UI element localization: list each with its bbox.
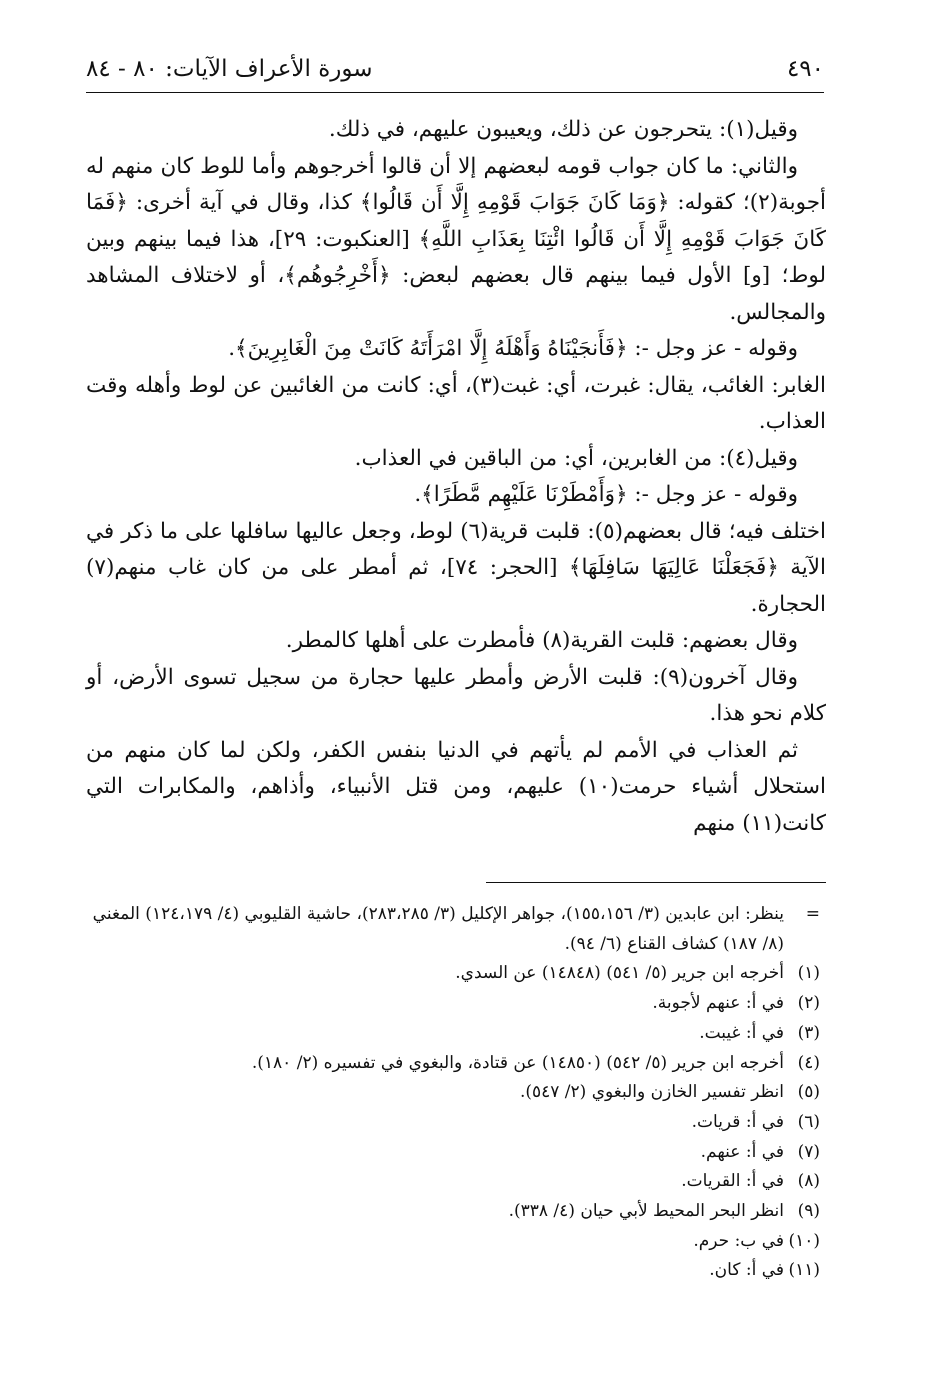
footnote-number: (٤)	[797, 1052, 820, 1073]
footnote-item	[86, 1138, 826, 1168]
footnote-number: (٧)	[797, 1141, 820, 1162]
footnote-text: أخرجه ابن جرير (٥/ ٥٤١) (١٤٨٤٨) عن السدي.	[455, 963, 784, 984]
footnote-item	[86, 1078, 826, 1108]
footnote-text: في أ: القريات.	[681, 1171, 784, 1192]
footnote-item	[86, 1256, 826, 1286]
footnote-item	[86, 1167, 826, 1197]
paragraph: وقوله - عز وجل -: ﴿وَأَمْطَرْنَا عَلَيْهِم مَّطَرًا﴾.	[414, 482, 798, 507]
page-number: ٤٩٠	[786, 56, 824, 82]
paragraph: وقيل(١): يتحرجون عن ذلك، ويعيبون عليهم، في ذلك.	[328, 117, 798, 142]
footnote-number: (١)	[797, 963, 820, 984]
footnote-number: (١١)	[788, 1260, 820, 1281]
footnote-item	[86, 1049, 826, 1079]
footnote-number: (١٠)	[788, 1230, 820, 1251]
footnote-text: في أ: غيبت.	[699, 1022, 784, 1043]
footnote-number: =	[805, 904, 820, 924]
footnote-number: (٢)	[797, 993, 820, 1014]
running-title: سورة الأعراف الآيات: ٨٠ - ٨٤	[86, 56, 373, 82]
footnote-text: ينظر: ابن عابدين (٣/ ١٥٥،١٥٦)، جواهر الإكليل (٣/ ٢٨٣،٢٨٥)، حاشية القليوبي (٤/ ١٢٤،١٧٩) المغني (٨/ ١٨٧) كشاف القناع (٦/ ٩٤).	[92, 904, 784, 954]
paragraph: والثاني: ما كان جواب قومه لبعضهم إلا أن قالوا أخرجوهم وأما للوط كان منهم له أجوبة(٢)؛ كقوله: ﴿وَمَا كَانَ جَوَابَ قَوْمِهِ إِلَّا أَن قَالُوا﴾ كذا، وقال في آية أخرى: ﴿فَمَا كَانَ جَوَابَ قَوْمِهِ إِلَّا أَن قَالُوا ائْتِنَا بِعَذَابِ اللَّهِ﴾ [العنكبوت: ٢٩]، هذا فيما بينهم وبين لوط؛ [و] الأول فيما بينهم قال بعضهم لبعض: ﴿أَخْرِجُوهُم﴾، أو لاختلاف المشاهد والمجالس.	[86, 153, 826, 325]
footnote-number: (٥)	[797, 1082, 820, 1103]
footnote-number: (٨)	[797, 1171, 820, 1192]
footnote-number: (٣)	[797, 1022, 820, 1043]
footnote-item	[86, 1019, 826, 1049]
paragraph: وقوله - عز وجل -: ﴿فَأَنجَيْنَاهُ وَأَهْلَهُ إِلَّا امْرَأَتَهُ كَانَتْ مِنَ الْغَابِرِينَ﴾.	[228, 336, 798, 361]
footnote-text: في أ: عنهم لأجوبة.	[652, 993, 784, 1014]
footnote-item	[86, 989, 826, 1019]
footnote-text: في أ: قريات.	[691, 1111, 784, 1132]
page-header	[86, 52, 824, 93]
footnote-text: في أ: كان.	[709, 1260, 784, 1281]
footnote-item	[86, 959, 826, 989]
footnote-number: (٦)	[797, 1111, 820, 1132]
footnote-separator	[486, 882, 826, 883]
footnote-number: (٩)	[797, 1201, 820, 1222]
footnote-item	[86, 1197, 826, 1227]
main-text	[86, 112, 826, 842]
paragraph: وقيل(٤): من الغابرين، أي: من الباقين في العذاب.	[354, 445, 798, 471]
paragraph: اختلف فيه؛ قال بعضهم(٥): قلبت قرية(٦) لوط، وجعل عاليها سافلها على ما ذكر في الآية ﴿فَجَعَلْنَا عَالِيَهَا سَافِلَهَا﴾ [الحجر: ٧٤]، ثم أمطر على من كان غاب منهم(٧) الحجارة.	[86, 518, 827, 617]
footnote-text: انظر البحر المحيط لأبي حيان (٤/ ٣٣٨).	[508, 1201, 784, 1222]
paragraph: ثم العذاب في الأمم لم يأتهم في الدنيا بنفس الكفر، ولكن لما كان منهم من استحلال أشياء حرمت(١٠) عليهم، ومن قتل الأنبياء، وأذاهم، والمكابرات التي كانت(١١) منهم	[86, 737, 826, 836]
paragraph: الغابر: الغائب، يقال: غبرت، أي: غبت(٣)، أي: كانت من الغائبين عن لوط وأهله وقت العذاب.	[86, 372, 827, 434]
footnote-text: في ب: حرم.	[693, 1230, 784, 1251]
footnote-text: أخرجه ابن جرير (٥/ ٥٤٢) (١٤٨٥٠) عن قتادة، والبغوي في تفسيره (٢/ ١٨٠).	[251, 1052, 784, 1073]
footnote-text: في أ: عنهم.	[700, 1141, 784, 1162]
paragraph: وقال آخرون(٩): قلبت الأرض وأمطر عليها حجارة من سجيل تسوى الأرض، أو كلام نحو هذا.	[86, 664, 826, 726]
footnote-text: انظر تفسير الخازن والبغوي (٢/ ٥٤٧).	[519, 1082, 784, 1103]
footnote-item	[86, 1108, 826, 1138]
footnote-item	[86, 1227, 826, 1257]
paragraph: وقال بعضهم: قلبت القرية(٨) فأمطرت على أهلها كالمطر.	[285, 628, 798, 653]
footnotes	[86, 900, 826, 1286]
footnote-item	[86, 900, 826, 959]
